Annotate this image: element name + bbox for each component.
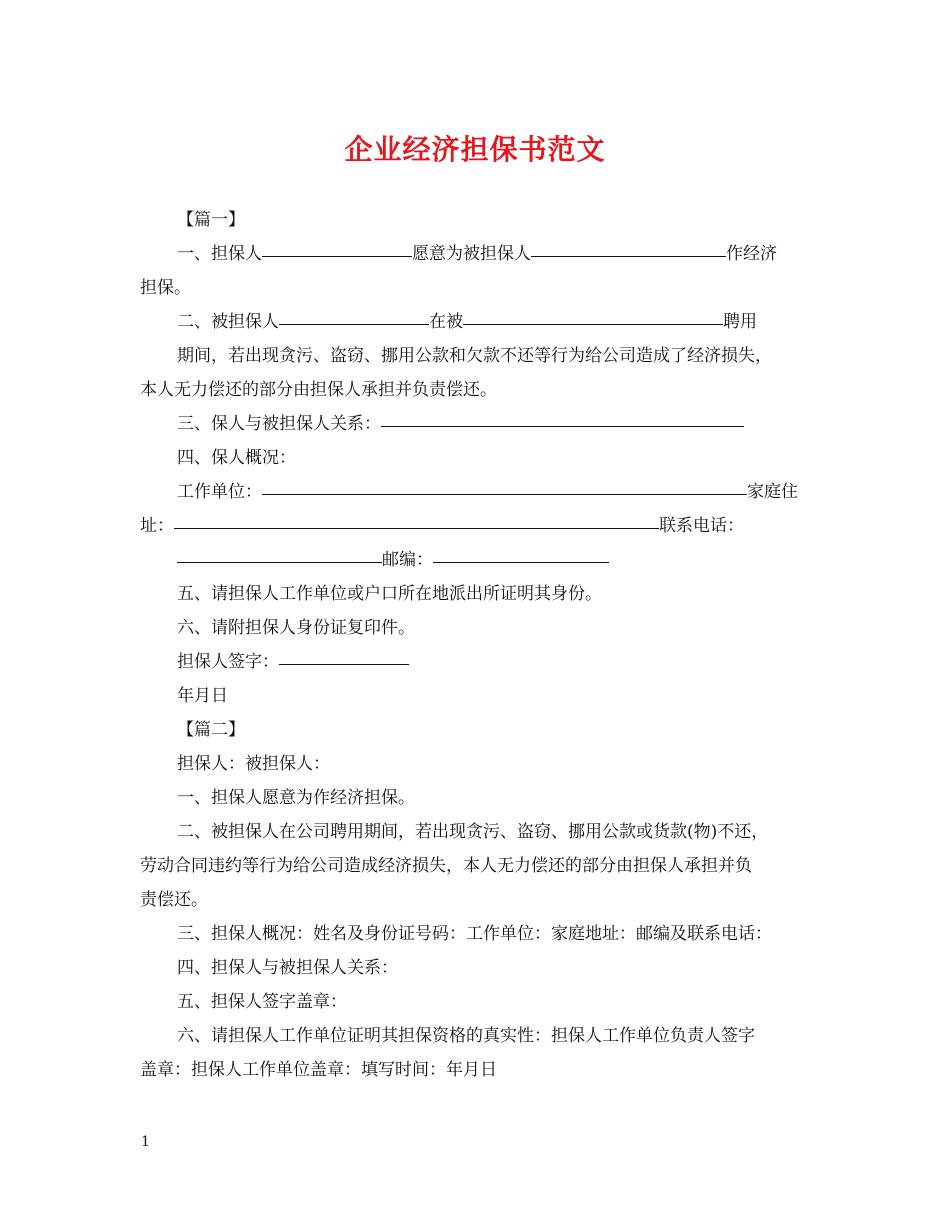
part2-clause4: 四、担保人与被担保人关系： xyxy=(177,958,398,978)
phone-label: 联系电话： xyxy=(659,516,744,536)
page-number: 1 xyxy=(141,1134,150,1150)
guaranteed-name-blank[interactable] xyxy=(531,255,726,257)
guarantor-name-blank[interactable] xyxy=(262,255,412,257)
part2-clause5: 五、担保人签字盖章： xyxy=(177,992,347,1012)
zip-label: 邮编： xyxy=(382,550,433,570)
signature-label: 担保人签字： xyxy=(177,652,279,672)
guaranteed-person-blank[interactable] xyxy=(279,323,429,325)
part1-clause1 xyxy=(140,237,820,271)
part1-clause2-end: 本人无力偿还的部分由担保人承担并负责偿还。 xyxy=(140,380,497,400)
work-unit-label: 工作单位： xyxy=(177,482,262,502)
part1-clause6: 六、请附担保人身份证复印件。 xyxy=(177,618,415,638)
part1-clause4: 四、保人概况： xyxy=(177,448,296,468)
part2-clause1: 一、担保人愿意为作经济担保。 xyxy=(177,788,415,808)
part2-clause6: 六、请担保人工作单位证明其担保资格的真实性：担保人工作单位负责人签字 xyxy=(177,1026,755,1046)
clause1-guarantor-label: 一、担保人 xyxy=(177,244,262,264)
part1-date: 年月日 xyxy=(177,686,228,706)
part1-clause1-cont: 担保。 xyxy=(140,278,191,298)
phone-zip-line xyxy=(140,543,820,577)
home-address-label-b: 址： xyxy=(140,516,174,536)
part2-heading: 【篇二】 xyxy=(177,720,245,740)
document-body xyxy=(140,203,820,1087)
document-title: 企业经济担保书范文 xyxy=(344,133,606,166)
employer-blank[interactable] xyxy=(463,323,723,325)
clause1-willing-label: 愿意为被担保人 xyxy=(412,244,531,264)
part1-clause2 xyxy=(140,305,820,339)
phone-blank[interactable] xyxy=(177,561,382,563)
part2-clause2: 二、被担保人在公司聘用期间，若出现贪污、盗窃、挪用公款或货款(物)不还， xyxy=(177,822,769,842)
home-address-line xyxy=(140,509,820,543)
relation-label: 三、保人与被担保人关系： xyxy=(177,414,381,434)
clause2-at-label: 在被 xyxy=(429,312,463,332)
part2-clause3: 三、担保人概况：姓名及身份证号码：工作单位：家庭地址：邮编及联系电话： xyxy=(177,924,772,944)
home-address-label-a: 家庭住 xyxy=(747,482,798,502)
zip-blank[interactable] xyxy=(433,561,609,563)
signature-line xyxy=(140,645,820,679)
home-address-blank[interactable] xyxy=(174,527,659,529)
work-unit-line xyxy=(140,475,820,509)
part1-clause5: 五、请担保人工作单位或户口所在地派出所证明其身份。 xyxy=(177,584,602,604)
clause2-label: 二、被担保人 xyxy=(177,312,279,332)
work-unit-blank[interactable] xyxy=(262,493,747,495)
part2-clause6-cont: 盖章：担保人工作单位盖章：填写时间：年月日 xyxy=(140,1060,497,1080)
part2-clause2-end: 责偿还。 xyxy=(140,890,208,910)
part2-clause2-cont: 劳动合同违约等行为给公司造成经济损失，本人无力偿还的部分由担保人承担并负 xyxy=(140,856,752,876)
clause1-suffix: 作经济 xyxy=(726,244,777,264)
clause2-employ-label: 聘用 xyxy=(723,312,757,332)
relation-blank[interactable] xyxy=(381,425,744,427)
part2-parties: 担保人：被担保人： xyxy=(177,754,330,774)
part1-clause2-cont: 期间，若出现贪污、盗窃、挪用公款和欠款不还等行为给公司造成了经济损失， xyxy=(177,346,772,366)
signature-blank[interactable] xyxy=(279,663,409,665)
part1-clause3 xyxy=(140,407,820,441)
part1-heading: 【篇一】 xyxy=(177,210,245,230)
